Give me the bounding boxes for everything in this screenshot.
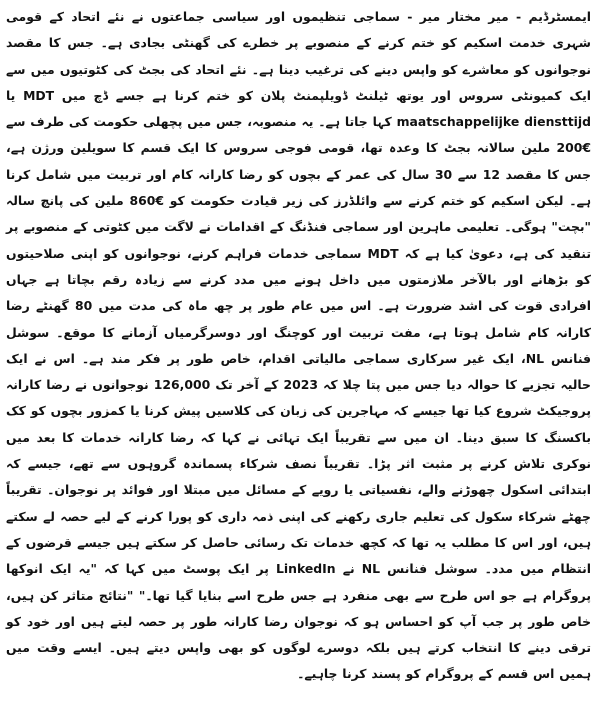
- article-body: ایمسٹرڈیم - میر مختار میر - سماجی تنظیموں اور سیاسی جماعتوں نے نئے اتحاد کے قومی شہری خدمت اسکیم کو ختم کرنے کے منصوبے پر خطرے کی گھنٹی بجادی ہے۔ جس کا مقصد نوجوانوں کو معاشرے کو واپس دینے کی ترغیب دینا ہے۔ نئے اتحاد کی بجٹ کی کٹوتیوں میں سے ایک کمیونٹی سروس اور یوتھ ٹیلنٹ ڈویلپمنٹ پلان کو ختم کرنا ہے جسے ڈچ میں MDT یا maatschappelijke diensttijd کہا جاتا ہے۔ یہ منصوبہ، جس میں پچھلی حکومت کی طرف سے €200 ملین سالانہ بجٹ کا وعدہ تھا، قومی فوجی سروس کا ایک قسم کا سویلین ورژن ہے، جس کا مقصد 12 سے 30 سال کی عمر کے بچوں کو رضا کارانہ کام اور تربیت میں شامل کرنا ہے۔ لیکن اسکیم کو ختم کرنے سے وائلڈرز کی زیر قیادت حکومت کو €860 ملین کی پانچ سالہ "بچت" ہوگی۔ تعلیمی ماہرین اور سماجی فنڈنگ کے اقدامات نے لاگت میں کٹوتی کے منصوبے پر تنقید کی ہے، دعویٰ کیا ہے کہ MDT سماجی خدمات فراہم کرنے، نوجوانوں کو اپنی صلاحیتوں کو بڑھانے اور بالآخر ملازمتوں میں داخل ہونے میں مدد کرنے سے زیادہ رقم بچاتا ہے جہاں افرادی قوت کی اشد ضرورت ہے۔ اس میں عام طور پر چھ ماہ کی مدت میں 80 گھنٹے رضا کارانہ کام شامل ہوتا ہے، مفت تربیت اور کوچنگ اور دوسرگرمیاں آزمانے کا موقع۔ سوشل فنانس NL، ایک غیر سرکاری سماجی مالیاتی اقدام، خاص طور پر فکر مند ہے۔ اس نے ایک حالیہ تجزیے کا حوالہ دیا جس میں پتا چلا کہ 2023 کے آخر تک 126,000 نوجوانوں نے رضا کارانہ پروجیکٹ شروع کیا تھا جیسے کہ مہاجرین کی زبان کی کلاسیں پیش کرنا یا کمزور بچوں کو کک باکسنگ کا سبق دینا۔ ان میں سے تقریباً ایک تہائی نے کہا کہ رضا کارانہ خدمات کا بعد میں نوکری تلاش کرنے پر مثبت اثر پڑا۔ تقریباً نصف شرکاء پسماندہ گروہوں سے تھے، جیسے کہ ابتدائی اسکول چھوڑنے والے، نفسیاتی یا رویے کے مسائل میں مبتلا اور فوائد پر نوجوان۔ تقریباً چھٹے شرکاء سکول کی تعلیم جاری رکھنے کی اپنی ذمہ داری کو پورا کرنے کے لیے حصہ لے سکتے ہیں، اور اس کا مطلب یہ تھا کہ کچھ خدمات تک رسائی حاصل کر سکتے ہیں جیسے قرضوں کے انتظام میں مدد۔ سوشل فنانس NL نے LinkedIn پر ایک پوسٹ میں کہا کہ "یہ ایک انوکھا پروگرام ہے جو اس طرح سے بھی منفرد ہے جس طرح اسے بنایا گیا تھا۔" "نتائج متاثر کن ہیں، خاص طور پر جب آپ کو احساس ہو کہ نوجوان رضا کارانہ طور پر حصہ لیتے ہیں اور خود کو ترقی دینے کا انتخاب کرتے ہیں بلکہ دوسرے لوگوں کو بھی واپس دیتے ہیں۔ ایسے وقت میں ہمیں اس قسم کے پروگرام کو پسند کرنا چاہیے۔: [6, 9, 592, 682]
